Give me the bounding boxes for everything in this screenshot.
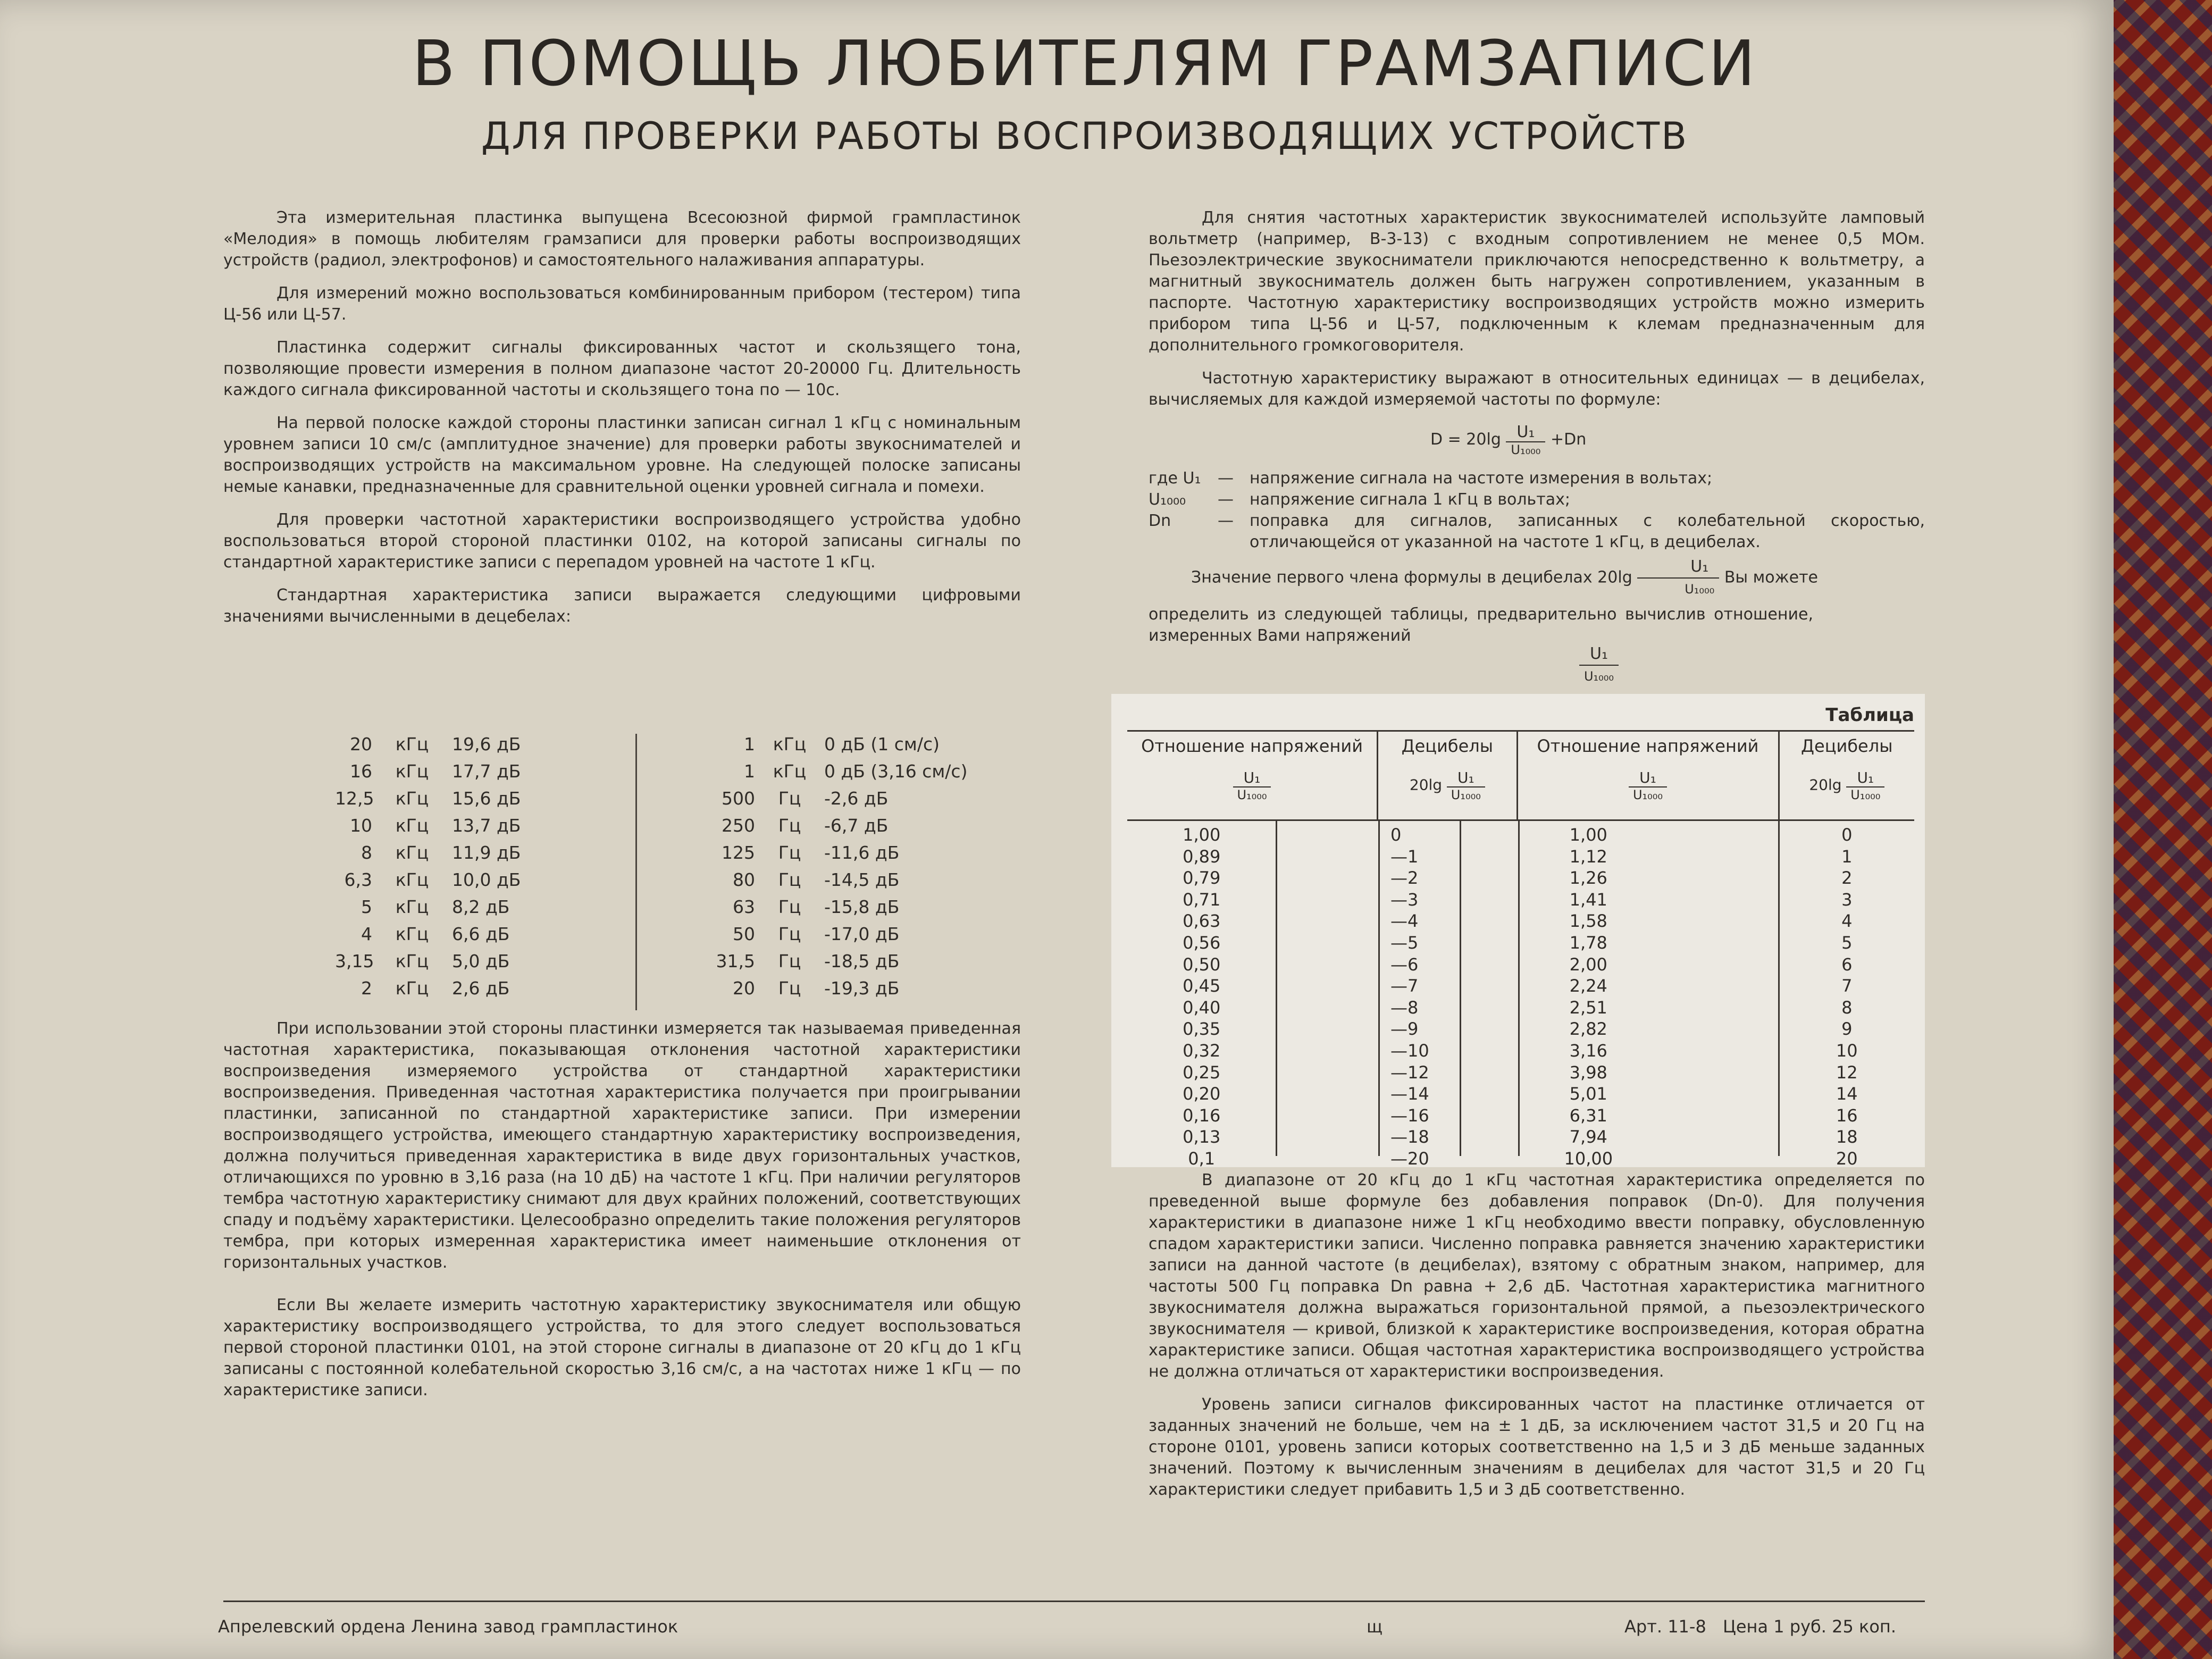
table-cell: 3,16 [1569,1040,1607,1061]
paragraph: Для проверки частотной характеристики воспроизводящего устройства удобно воспользоваться второй стороной пластинки 0102, на которой записаны сигналы по стандартной характеристике записи с перепадом уровней на частоте 1 кГц. [223,510,1021,572]
freq-table-row [707,815,1000,842]
paragraph: Стандартная характеристика записи выражается следующими цифровыми значениями вычисленными в децебелах: [223,586,1021,626]
freq-cell: кГц [395,978,429,999]
table-cell: 0,79 [1183,868,1221,889]
definition-row: Dn — поправка для сигналов, записанных с колебательной скоростью, отличающейся от указанной на частоте 1 кГц, в децибелах. [1149,512,1925,551]
paragraph: Эта измерительная пластинка выпущена Всесоюзной фирмой грампластинок «Мелодия» в помощь любителям грамзаписи для проверки работы воспроизводящих устройств (радиол, электрофонов) и самостоятельного налаживания аппаратуры. [223,208,1021,270]
definition-row: U₁₀₀₀ — напряжение сигнала 1 кГц в вольтах; [1149,490,1570,509]
table-cell: —1 [1390,846,1419,867]
table-cell: 9 [1841,1019,1853,1040]
table-cell: 5 [1841,932,1853,953]
table-cell: 14 [1836,1084,1858,1104]
table-cell: 1,12 [1569,846,1607,867]
paragraph: Частотную характеристику выражают в относительных единицах — в децибелах, вычисляемых для каждой измеряемой частоты по формуле: [1149,369,1925,409]
table-cell: 8 [1841,997,1853,1018]
freq-cell: кГц [395,761,429,782]
freq-cell: 250 [722,815,755,836]
freq-cell: 1 [744,734,755,755]
paragraph: определить из следующей таблицы, предварительно вычислив отношение, измеренных Вами напряжений [1149,605,1813,645]
voltage-ratio-table [1111,694,1925,1167]
recording-characteristic-table [335,734,1037,1010]
table-cell: 6 [1841,954,1853,975]
table-cell: 18 [1836,1127,1858,1147]
table-cell: 0,45 [1183,976,1221,996]
freq-cell: Гц [778,869,801,890]
freq-cell: Гц [778,896,801,917]
freq-cell: -2,6 дБ [824,788,889,809]
table-cell: —10 [1390,1040,1429,1061]
table-cell: 10 [1836,1040,1858,1061]
table-body [1127,821,1914,1169]
freq-cell: 13,7 дБ [452,815,521,836]
table-cell: —12 [1390,1062,1429,1083]
freq-cell: -18,5 дБ [824,951,900,971]
freq-table-row [707,788,1000,815]
footer-divider [223,1601,1925,1602]
table-cell: 2,24 [1569,976,1607,996]
freq-cell: 1 [744,761,755,782]
freq-cell: -11,6 дБ [824,842,900,863]
left-intro-text [223,207,1021,639]
freq-cell: кГц [773,761,807,782]
freq-cell: 20 [733,978,755,999]
freq-cell: кГц [395,951,429,971]
column-right-ratio [1520,821,1657,1169]
freq-cell: кГц [395,734,429,755]
page-subtitle: ДЛЯ ПРОВЕРКИ РАБОТЫ ВОСПРОИЗВОДЯЩИХ УСТРОЙСТВ [481,114,1689,158]
definition-row: где U₁ — напряжение сигнала на частоте измерения в вольтах; [1149,469,1713,488]
freq-cell: Гц [778,788,801,809]
freq-cell: 15,6 дБ [452,788,521,809]
freq-cell: 500 [722,788,755,809]
table-cell: —8 [1390,997,1419,1018]
freq-table-row [707,951,1000,978]
header-db: Децибелы [1401,736,1493,756]
freq-cell: 20 [350,734,372,755]
table-cell: 2,82 [1569,1019,1607,1040]
table-cell: 1,41 [1569,889,1607,910]
freq-cell: кГц [773,734,807,755]
table-cell: —7 [1390,976,1419,996]
freq-table-row [707,896,1000,924]
paragraph: При использовании этой стороны пластинки измеряется так называемая приведенная частотная характеристика, показывающая отклонения частотной характеристики воспроизведения измеряемого устройства от стандартной характеристики воспроизведения. Приведенная частотная характеристика получается при проигрывании пластинки, записанной по стандартной характеристике записи. При измерении воспроизводящего устройства, имеющего стандартную характеристику воспроизведения, должна получиться приведенная характеристика в виде двух горизонтальных участков, отличающихся по уровню в 3,16 раза (на 10 дБ) на частоте 1 кГц. При наличии регуляторов тембра частотную характеристику снимают для двух крайних положений, соответствующих спаду и подъёму характеристики. Целесообразно определить такие положения регуляторов тембра, при которых измеренная характеристика имеет наименьшие отклонения от горизонтальных участков. [223,1019,1021,1272]
freq-cell: кГц [395,869,429,890]
table-cell: 0,16 [1183,1105,1221,1126]
table-cell: 10,00 [1564,1148,1613,1169]
table-cell: 0,13 [1183,1127,1221,1147]
table-cell: —6 [1390,954,1419,975]
freq-cell: Гц [778,951,801,971]
freq-cell: 19,6 дБ [452,734,521,755]
table-cell: 6,31 [1569,1105,1607,1126]
table-cell: —5 [1390,932,1419,953]
freq-table-row [707,761,1000,788]
freq-cell: 11,9 дБ [452,842,521,863]
table-cell: —20 [1390,1148,1429,1169]
freq-table-row [335,951,574,978]
freq-table-row [335,896,574,924]
table-cell: 0,25 [1183,1062,1221,1083]
freq-cell: 2 [361,978,372,999]
freq-table-row [335,842,574,869]
freq-cell: -14,5 дБ [824,869,900,890]
table-cell: 3 [1841,889,1853,910]
freq-cell: 2,6 дБ [452,978,510,999]
freq-cell: 4 [361,924,372,944]
freq-cell: 50 [733,924,755,944]
freq-cell: Гц [778,842,801,863]
table-cell: 1,00 [1569,825,1607,845]
formula-definitions [1149,468,1925,684]
freq-cell: 16 [350,761,372,782]
freq-table-row [335,869,574,896]
freq-cell: 31,5 [716,951,755,971]
freq-cell: 6,3 [344,869,372,890]
right-lower-text [1149,1170,1925,1512]
footer-maker: Апрелевский ордена Ленина завод грампластинок [218,1616,678,1637]
freq-table-row [707,734,1000,761]
freq-cell: 5 [361,896,372,917]
table-cell: —9 [1390,1019,1419,1040]
freq-cell: 8 [361,842,372,863]
paragraph: В диапазоне от 20 кГц до 1 кГц частотная характеристика определяется по преведенной выше формуле без добавления поправок (Dn-0). Для получения характеристики в диапазоне ниже 1 кГц необходимо ввести поправку, обусловленную спадом характеристики записи. Численно поправка равняется значению характеристики записи на данной частоте (в децибелах), взятому с обратным знаком, например, для частоты 500 Гц поправка Dn равна + 2,6 дБ. Частотная характеристика магнитного звукоснимателя должна выражаться горизонтальной прямой, а пьезоэлектрического звукоснимателя — кривой, близкой к характеристике воспроизведения, которая обратна характеристике записи. Общая частотная характеристика воспроизводящего устройства не должна отличаться от характеристики воспроизведения. [1149,1171,1925,1381]
table-cell: 0,1 [1188,1148,1216,1169]
table-cell: 0,50 [1183,954,1221,975]
freq-table-row [707,924,1000,951]
table-cell: —16 [1390,1105,1429,1126]
freq-cell: 3,15 [335,951,374,971]
freq-cell: 0 дБ (1 см/с) [824,734,940,755]
paragraph: Пластинка содержит сигналы фиксированных частот и скользящего тона, позволяющие провести измерения в полном диапазоне частот 20-20000 Гц. Длительность каждого сигнала фиксированной частоты и скользящего тона по — 10с. [223,338,1021,399]
freq-table-divider [635,734,637,1010]
column-right-db [1780,821,1914,1169]
table-cell: 0 [1390,825,1402,845]
page-title: В ПОМОЩЬ ЛЮБИТЕЛЯМ ГРАМЗАПИСИ [412,27,1757,100]
freq-cell: кГц [395,924,429,944]
left-lower-text [223,1018,1021,1413]
freq-cell: -6,7 дБ [824,815,889,836]
freq-cell: кГц [395,788,429,809]
freq-cell: 8,2 дБ [452,896,510,917]
background-carpet [2106,0,2212,1659]
freq-cell: Гц [778,978,801,999]
table-cell: 0,40 [1183,997,1221,1018]
freq-cell: 0 дБ (3,16 см/с) [824,761,968,782]
freq-table-row [335,734,574,761]
table-cell: —14 [1390,1084,1429,1104]
paragraph: Для снятия частотных характеристик звукоснимателей используйте ламповый вольтметр (например, В-3-13) с входным сопротивлением не менее 0,5 МОм. Пьезоэлектрические звукосниматели приключаются непосредственно к вольтметру, а магнитный звукосниматель должен быть нагружен сопротивлением, указанным в паспорте. Частотную характеристику воспроизводящих устройств можно измерить прибором типа Ц-56 и Ц-57, подключенным к клемам предназначенным для дополнительного громкоговорителя. [1149,208,1925,355]
header-db: Децибелы [1801,736,1893,756]
formula-value-note: Значение первого члена формулы в децибелах 20lg $\frac{\text{U₁}}{\text{U₁₀₀₀}}$ Вы можете [1191,557,1819,597]
table-cell: 20 [1836,1148,1858,1169]
table-cell: 12 [1836,1062,1858,1083]
table-cell: 0,63 [1183,911,1221,932]
freq-cell: -15,8 дБ [824,896,900,917]
freq-cell: Гц [778,924,801,944]
freq-cell: 10 [350,815,372,836]
freq-table-row [335,788,574,815]
table-cell: 7,94 [1569,1127,1607,1147]
freq-cell: кГц [395,896,429,917]
footer-article: Арт. 11-8 [1624,1616,1706,1637]
freq-cell: 125 [722,842,755,863]
table-cell: 0,35 [1183,1019,1221,1040]
freq-cell: 17,7 дБ [452,761,521,782]
table-cell: 0,71 [1183,889,1221,910]
table-header: Отношение напряжений $\frac{\text{U₁}}{\text{U₁₀₀₀}}$ Децибелы 20lg $\frac{\text{U₁}}{\text{U₁₀₀₀}}$ Отношение напряжений $\frac{\text{U₁}}{\text{U₁₀₀₀}}$ Децибелы 20lg $\frac{\text{U₁}}{\text{U₁₀₀₀}}$ [1127,732,1914,821]
table-cell: 1,78 [1569,932,1607,953]
column-left-ratio [1127,821,1277,1169]
paragraph: На первой полоске каждой стороны пластинки записан сигнал 1 кГц с номинальным уровнем записи 10 см/с (амплитудное значение) для проверки работы звукоснимателей и воспроизводящих устройств на максимальном уровне. На следующей полоске записаны немые канавки, предназначенные для сравнительной оценки уровней сигнала и помехи. [223,414,1021,496]
table-cell: 2,51 [1569,997,1607,1018]
table-cell: 16 [1836,1105,1858,1126]
freq-cell: 12,5 [335,788,374,809]
freq-table-row [335,978,574,1005]
freq-table-row [707,869,1000,896]
table-cell: 1,58 [1569,911,1607,932]
freq-table-left [335,734,574,1005]
table-cell: —18 [1390,1127,1429,1147]
column-left-db [1380,821,1461,1169]
freq-cell: 63 [733,896,755,917]
freq-cell: 80 [733,869,755,890]
freq-cell: кГц [395,815,429,836]
freq-table-row [707,842,1000,869]
freq-cell: 5,0 дБ [452,951,510,971]
table-title: Таблица [1825,705,1914,726]
table-cell: 5,01 [1569,1084,1607,1104]
table-cell: 7 [1841,976,1853,996]
table-cell: 0,32 [1183,1040,1221,1061]
table-cell: 1,00 [1183,825,1221,845]
table-cell: 2 [1841,868,1853,889]
footer-mark: щ [1367,1616,1383,1637]
table-cell: 1,26 [1569,868,1607,889]
footer-price: Цена 1 руб. 25 коп. [1723,1616,1896,1637]
table-cell: 0 [1841,825,1853,845]
freq-cell: 10,0 дБ [452,869,521,890]
paragraph: Если Вы желаете измерить частотную характеристику звукоснимателя или общую характеристику воспроизводящего устройства, то для этого следует воспользоваться первой стороной пластинки 0101, на этой стороне сигналы в диапазоне от 20 кГц до 1 кГц записаны с постоянной колебательной скоростью 3,16 см/с, а на частотах ниже 1 кГц — по характеристике записи. [223,1296,1021,1400]
freq-cell: -19,3 дБ [824,978,900,999]
table-cell: —3 [1390,889,1419,910]
table-cell: 0,56 [1183,932,1221,953]
table-cell: 2,00 [1569,954,1607,975]
table-cell: —4 [1390,911,1419,932]
freq-cell: Гц [778,815,801,836]
right-intro-text [1149,207,1925,422]
freq-table-right [707,734,1000,1005]
freq-table-row [335,761,574,788]
table-cell: —2 [1390,868,1419,889]
table-cell: 3,98 [1569,1062,1607,1083]
freq-cell: кГц [395,842,429,863]
paragraph: Уровень записи сигналов фиксированных частот на пластинке отличается от заданных значений не больше, чем на ± 1 дБ, за исключением частот 31,5 и 20 Гц на стороне 0101, уровень записи которых соответственно на 1,5 и 3 дБ меньше заданных значений. Поэтому к вычисленным значениям в децибелах для частот 31,5 и 20 Гц характеристики следует прибавить 1,5 и 3 дБ соответственно. [1149,1395,1925,1499]
header-ratio: Отношение напряжений [1537,736,1759,756]
paragraph: Для измерений можно воспользоваться комбинированным прибором (тестером) типа Ц-56 или Ц-57. [223,284,1021,324]
main-formula: D = 20lg $\frac{\text{U₁}}{\text{U₁₀₀₀}}$ +Dn [1430,423,1587,457]
table-cell: 4 [1841,911,1853,932]
freq-cell: -17,0 дБ [824,924,900,944]
freq-table-row [335,924,574,951]
freq-table-row [707,978,1000,1005]
table-cell: 0,89 [1183,846,1221,867]
header-ratio: Отношение напряжений [1141,736,1363,756]
table-cell: 1 [1841,846,1853,867]
ratio-fraction: $\frac{\text{U₁}}{\text{U₁₀₀₀}}$ [1579,643,1619,687]
table-cell: 0,20 [1183,1084,1221,1104]
freq-cell: 6,6 дБ [452,924,510,944]
freq-table-row [335,815,574,842]
